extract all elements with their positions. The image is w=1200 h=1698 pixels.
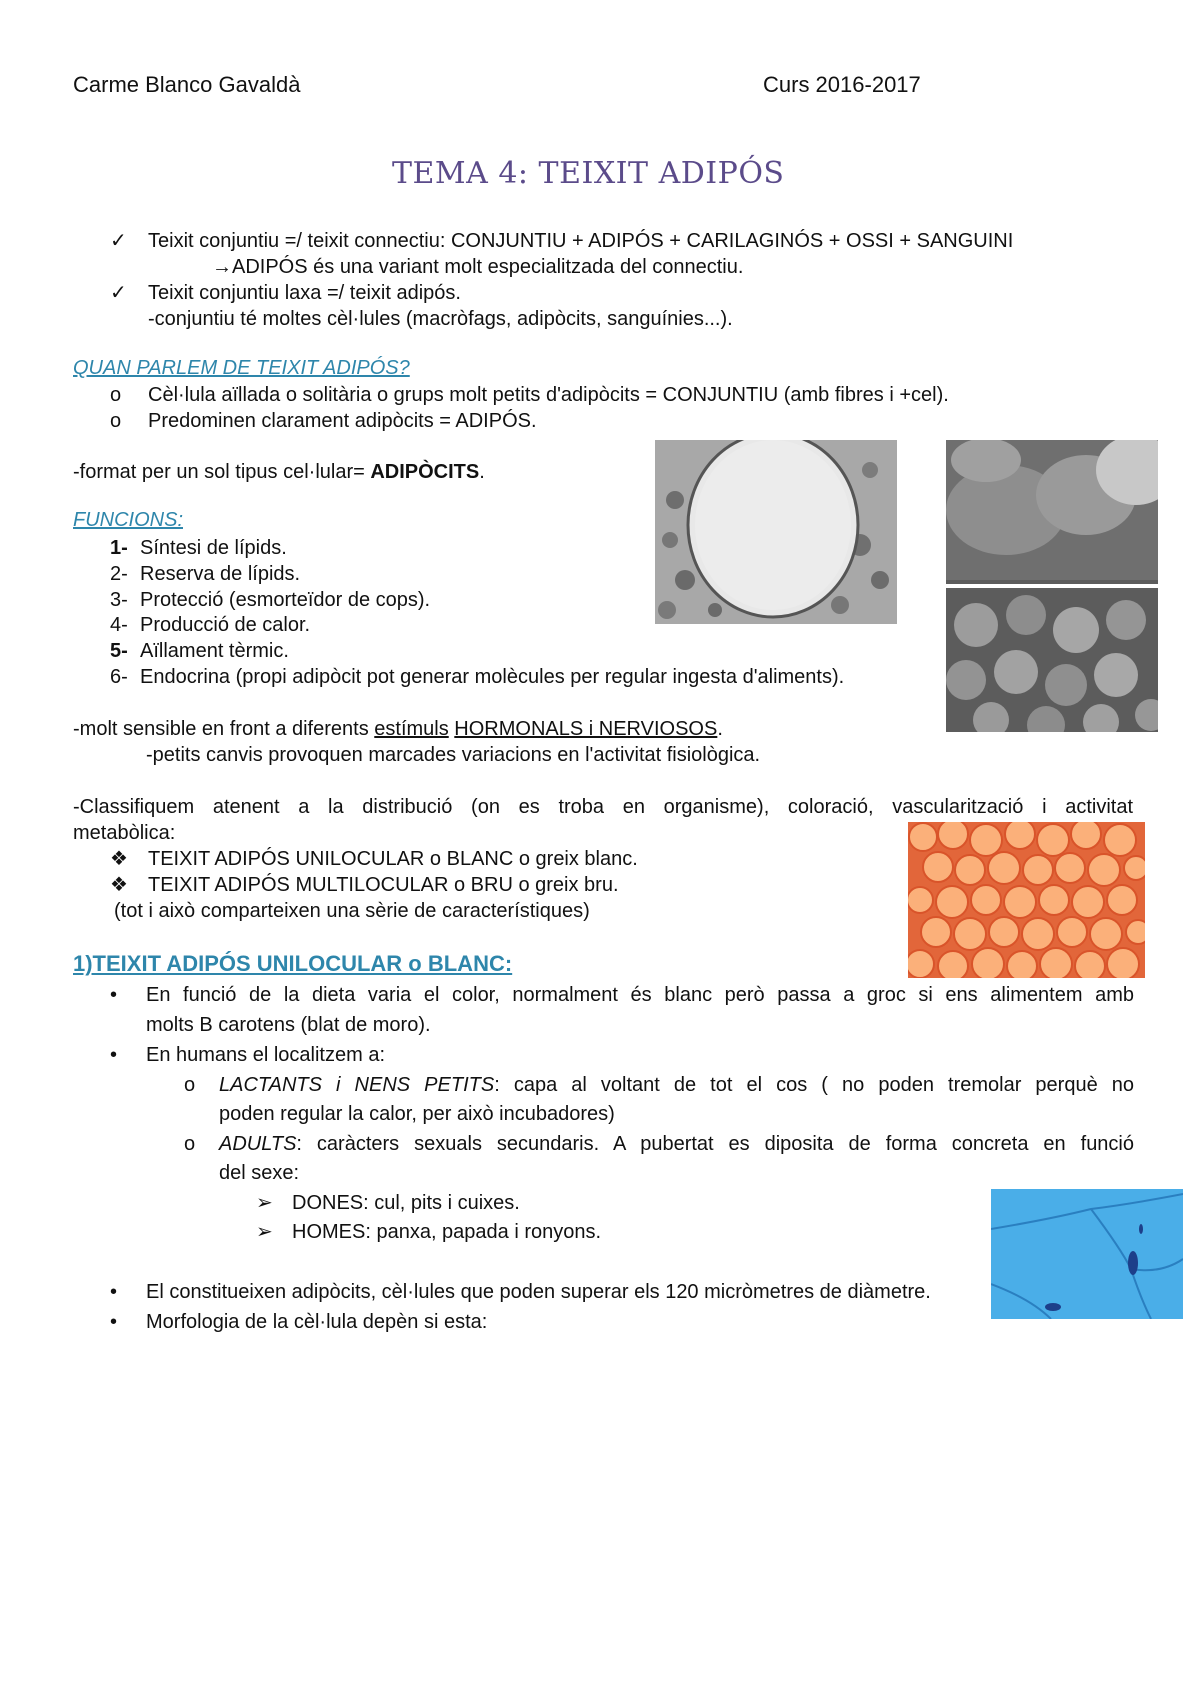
intro-line-2: -conjuntiu té moltes cèl·lules (macròfags, adipòcits, sanguínies...). [148,308,733,330]
funcions-text: Protecció (esmorteïdor de cops). [140,589,431,611]
funcions-number: 6- [110,666,128,688]
circle-bullet-icon: o [110,384,122,406]
triangle-bullet-icon: ➢ [256,1192,273,1214]
adults-line-1 [219,1131,1134,1157]
quan-item [110,382,949,408]
diamond-bullet-icon: ❖ [110,874,128,896]
triangle-bullet-icon: ➢ [256,1221,273,1243]
classif-item-text: TEIXIT ADIPÓS UNILOCULAR o BLANC o greix blanc. [148,848,638,870]
intro-check-2 [110,280,461,306]
funcions-number: 2- [110,563,128,585]
sensible-underline-1: estímuls [374,718,449,740]
check-icon: ✓ [110,282,127,304]
bullet-icon-3: • [110,1281,118,1303]
section-1-bullet-1-line-2: molts B carotens (blat de moro). [146,1014,431,1036]
course-year: Curs 2016-2017 [763,72,921,97]
quan-item [110,408,537,434]
section-1-bullet-3: El constitueixen adipòcits, cèl·lules que poden superar els 120 micròmetres de diàmetre. [146,1281,931,1303]
lactants-text: : capa al voltant de tot el cos ( no poden tremolar perquè no [494,1074,1135,1096]
funcions-heading: FUNCIONS: [73,509,183,531]
funcions-number: 4- [110,614,128,636]
format-suffix: . [479,461,485,483]
section-1-bullet-4: Morfologia de la cèl·lula depèn si esta: [146,1311,488,1333]
intro-arrow-line [212,254,743,280]
adults-label: ADULTS [219,1133,297,1155]
bullet-icon-1: • [110,984,118,1006]
funcions-item [110,664,844,690]
homes-line [256,1219,601,1245]
section-1-heading: 1)TEIXIT ADIPÓS UNILOCULAR o BLANC: [73,951,513,976]
lactants-line-1 [219,1072,1134,1098]
white-fat-stain-image [908,822,1145,978]
sensible-prefix: -molt sensible en front a diferents [73,718,375,740]
funcions-text: Producció de calor. [140,614,311,636]
funcions-number: 1- [110,537,128,559]
classif-item [110,872,619,898]
funcions-item [110,561,300,587]
page-title: TEMA 4: TEIXIT ADIPÓS [392,156,785,191]
intro-check-1 [110,228,1013,254]
funcions-text: Endocrina (propi adipòcit pot generar molècules per regular ingesta d'aliments). [140,666,845,688]
funcions-text: Reserva de lípids. [140,563,301,585]
quan-item-text: Cèl·lula aïllada o solitària o grups molt petits d'adipòcits = CONJUNTIU (amb fibres i +cel). [148,384,949,406]
diamond-bullet-icon: ❖ [110,848,128,870]
circle-bullet-icon: o [184,1133,196,1155]
classif-line-2: metabòlica: [73,822,176,844]
funcions-item [110,535,287,561]
dones-line [256,1190,520,1216]
intro-check-1-text: Teixit conjuntiu =/ teixit connectiu: CONJUNTIU + ADIPÓS + CARILAGINÓS + OSSI + SANGUINI [148,230,1014,252]
sem-adipocytes-image [946,440,1158,732]
quan-item-text: Predominen clarament adipòcits = ADIPÓS. [148,410,537,432]
circle-bullet-icon: o [110,410,122,432]
classif-note: (tot i això comparteixen una sèrie de característiques) [114,900,590,922]
lactants-label: LACTANTS i NENS PETITS [219,1074,495,1096]
funcions-text: Aïllament tèrmic. [140,640,289,662]
format-prefix: -format per un sol tipus cel·lular= [73,461,371,483]
section-1-bullet-1-line-1: En funció de la dieta varia el color, normalment és blanc però passa a groc si ens alimentem amb [146,984,1134,1006]
adipocyte-micrograph-image [655,440,897,624]
arrow-icon: → [212,256,232,278]
classif-line-1: -Classifiquem atenent a la distribució (on es troba en organisme), coloració, vascularització i activitat [73,796,1133,818]
intro-check-2-text: Teixit conjuntiu laxa =/ teixit adipós. [148,282,461,304]
check-icon: ✓ [110,230,127,252]
sensible-line [73,716,723,742]
funcions-text: Síntesi de lípids. [140,537,287,559]
funcions-item [110,612,310,638]
funcions-number: 3- [110,589,128,611]
sensible-sub: -petits canvis provoquen marcades variacions en l'activitat fisiològica. [146,744,761,766]
adults-text: : caràcters sexuals secundaris. A pubertat es diposita de forma concreta en funció [296,1133,1134,1155]
format-bold: ADIPÒCITS [370,461,480,483]
classif-item-text: TEIXIT ADIPÓS MULTILOCULAR o BRU o greix bru. [148,874,619,896]
section-1-bullet-2: En humans el localitzem a: [146,1044,386,1066]
adults-line-2: del sexe: [219,1162,300,1184]
author-name: Carme Blanco Gavaldà [73,72,301,97]
funcions-number: 5- [110,640,128,662]
quan-heading: QUAN PARLEM DE TEIXIT ADIPÓS? [73,357,410,379]
dones-text: DONES: cul, pits i cuixes. [292,1192,520,1214]
classif-item [110,846,638,872]
sensible-suffix: . [717,718,723,740]
sensible-underline-2: HORMONALS i NERVIOSOS [454,718,718,740]
funcions-item [110,638,289,664]
blue-stain-adipocytes-image [991,1189,1183,1319]
homes-text: HOMES: panxa, papada i ronyons. [292,1221,602,1243]
funcions-item [110,587,430,613]
format-line [73,459,485,485]
intro-arrow-text: ADIPÓS és una variant molt especialitzada del connectiu. [232,256,744,278]
bullet-icon-2: • [110,1044,118,1066]
circle-bullet-icon: o [184,1074,196,1096]
bullet-icon-4: • [110,1311,118,1333]
lactants-line-2: poden regular la calor, per això incubadores) [219,1103,615,1125]
